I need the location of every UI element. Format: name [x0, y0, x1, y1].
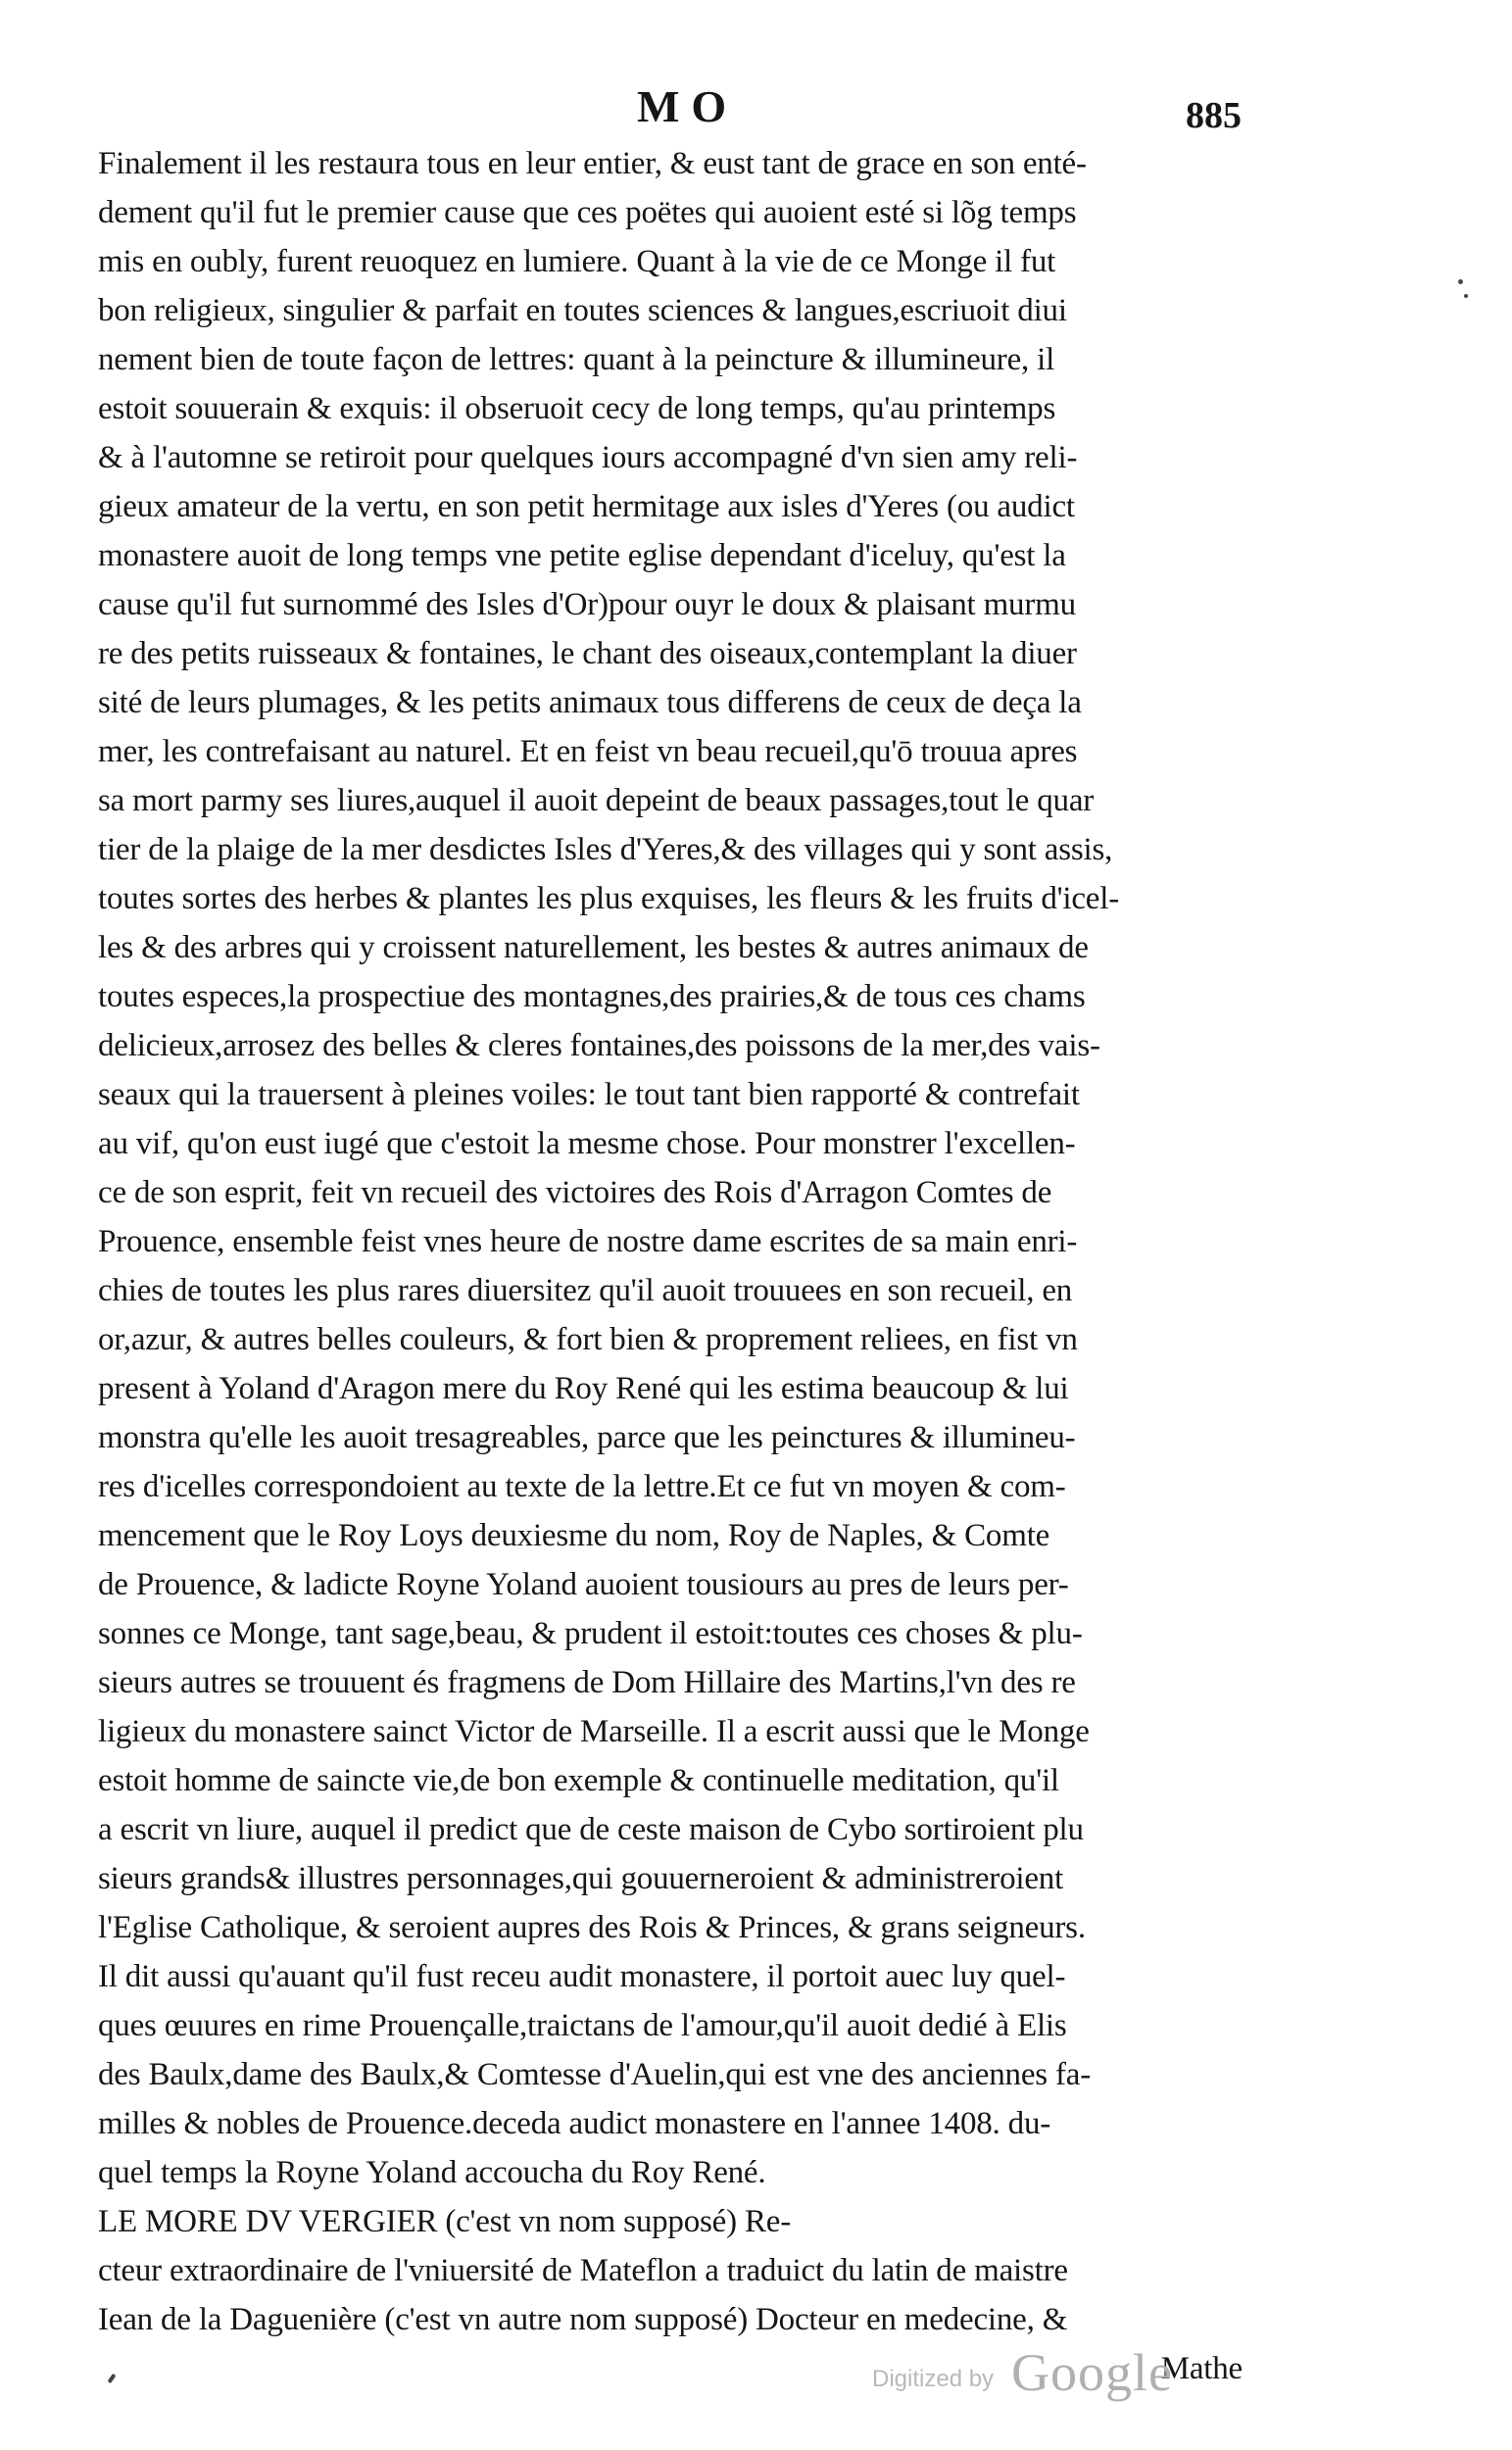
text-line: ligieux du monastere sainct Victor de Marseille. Il a escrit aussi que le Monge — [98, 1714, 1090, 1749]
google-logo: Google — [1011, 2343, 1173, 2402]
text-line: LE MORE DV VERGIER (c'est vn nom supposé) Re- — [98, 2204, 791, 2239]
text-line: bon religieux, singulier & parfait en toutes sciences & langues,escriuoit diui — [98, 293, 1067, 328]
text-line: mencement que le Roy Loys deuxiesme du nom, Roy de Naples, & Comte — [98, 1518, 1050, 1553]
text-line: au vif, qu'on eust iugé que c'estoit la mesme chose. Pour monstrer l'excellen- — [98, 1126, 1076, 1161]
text-line: sa mort parmy ses liures,auquel il auoit depeint de beaux passages,tout le quar — [98, 783, 1095, 818]
text-line: sieurs autres se trouuent és fragmens de Dom Hillaire des Martins,l'vn des re — [98, 1665, 1076, 1700]
text-line: Il dit aussi qu'auant qu'il fust receu audit monastere, il portoit auec luy quel- — [98, 1959, 1066, 1994]
text-line: Prouence, ensemble feist vnes heure de nostre dame escrites de sa main enri- — [98, 1224, 1078, 1259]
text-line: sieurs grands& illustres personnages,qui gouuerneroient & administreroient — [98, 1861, 1064, 1896]
text-line: nement bien de toute façon de lettres: quant à la peincture & illumineure, il — [98, 342, 1055, 377]
text-line: l'Eglise Catholique, & seroient aupres des Rois & Princes, & grans seigneurs. — [98, 1910, 1086, 1945]
text-line: les & des arbres qui y croissent naturellement, les bestes & autres animaux de — [98, 930, 1089, 965]
text-line: mis en oubly, furent reuoquez en lumiere. Quant à la vie de ce Monge il fut — [98, 244, 1056, 279]
text-line: sonnes ce Monge, tant sage,beau, & prudent il estoit:toutes ces choses & plu- — [98, 1616, 1083, 1651]
digitized-by-label: Digitized by — [872, 2366, 995, 2392]
text-line: seaux qui la trauersent à pleines voiles: le tout tant bien rapporté & contrefait — [98, 1077, 1080, 1112]
text-line: Finalement il les restaura tous en leur entier, & eust tant de grace en son enté- — [98, 146, 1087, 181]
text-line: monastere auoit de long temps vne petite eglise dependant d'iceluy, qu'est la — [98, 538, 1066, 573]
text-line: or,azur, & autres belles couleurs, & fort bien & proprement reliees, en fist vn — [98, 1322, 1078, 1357]
catchword: Mathe — [1160, 2351, 1243, 2386]
text-line: sité de leurs plumages, & les petits animaux tous differens de ceux de deça la — [98, 685, 1082, 720]
text-line: re des petits ruisseaux & fontaines, le chant des oiseaux,contemplant la diuer — [98, 636, 1077, 671]
text-line: cause qu'il fut surnommé des Isles d'Or)pour ouyr le doux & plaisant murmu — [98, 587, 1076, 622]
text-line: dement qu'il fut le premier cause que ces poëtes qui auoient esté si lõg temps — [98, 195, 1077, 230]
text-line: present à Yoland d'Aragon mere du Roy René qui les estima beaucoup & lui — [98, 1371, 1069, 1406]
text-line: toutes especes,la prospectiue des montagnes,des prairies,& de tous ces chams — [98, 979, 1086, 1014]
body-text — [98, 139, 1254, 2393]
page-number: 885 — [1186, 95, 1242, 136]
text-line: quel temps la Royne Yoland accoucha du Roy René. — [98, 2155, 766, 2190]
text-line: chies de toutes les plus rares diuersitez qu'il auoit trouuees en son recueil, en — [98, 1273, 1073, 1308]
text-line: estoit souuerain & exquis: il obseruoit cecy de long temps, qu'au printemps — [98, 391, 1056, 426]
text-line: a escrit vn liure, auquel il predict que de ceste maison de Cybo sortiroient plu — [98, 1812, 1084, 1847]
text-line: des Baulx,dame des Baulx,& Comtesse d'Auelin,qui est vne des anciennes fa- — [98, 2057, 1091, 2092]
text-line: milles & nobles de Prouence.deceda audict monastere en l'annee 1408. du- — [98, 2106, 1051, 2141]
margin-ink-speck — [1458, 279, 1463, 284]
text-line: delicieux,arrosez des belles & cleres fontaines,des poissons de la mer,des vais- — [98, 1028, 1100, 1063]
text-line: de Prouence, & ladicte Royne Yoland auoient tousiours au pres de leurs per- — [98, 1567, 1069, 1602]
text-line: mer, les contrefaisant au naturel. Et en feist vn beau recueil,qu'ō trouua apres — [98, 734, 1078, 769]
margin-ink-speck — [1464, 294, 1468, 298]
running-head-title: MO — [637, 81, 739, 131]
text-line: gieux amateur de la vertu, en son petit hermitage aux isles d'Yeres (ou audict — [98, 489, 1075, 524]
text-line: ques œuures en rime Prouençalle,traictans de l'amour,qu'il auoit dedié à Elis — [98, 2008, 1067, 2043]
text-line: toutes sortes des herbes & plantes les plus exquises, les fleurs & les fruits d'icel- — [98, 881, 1119, 916]
running-head — [0, 69, 1512, 147]
text-line: & à l'automne se retiroit pour quelques iours accompagné d'vn sien amy reli- — [98, 440, 1078, 475]
text-line: res d'icelles correspondoient au texte de la lettre.Et ce fut vn moyen & com- — [98, 1469, 1066, 1504]
text-line: tier de la plaige de la mer desdictes Isles d'Yeres,& des villages qui y sont assis, — [98, 832, 1113, 867]
digitization-watermark — [872, 2342, 1342, 2401]
text-line: monstra qu'elle les auoit tresagreables, parce que les peinctures & illumineu- — [98, 1420, 1076, 1455]
text-line: ce de son esprit, feit vn recueil des victoires des Rois d'Arragon Comtes de — [98, 1175, 1052, 1210]
text-line: estoit homme de saincte vie,de bon exemple & continuelle meditation, qu'il — [98, 1763, 1059, 1798]
text-line: cteur extraordinaire de l'vniuersité de Mateflon a traduict du latin de maistre — [98, 2253, 1068, 2288]
text-line: Iean de la Daguenière (c'est vn autre nom supposé) Docteur en medecine, & — [98, 2302, 1068, 2337]
